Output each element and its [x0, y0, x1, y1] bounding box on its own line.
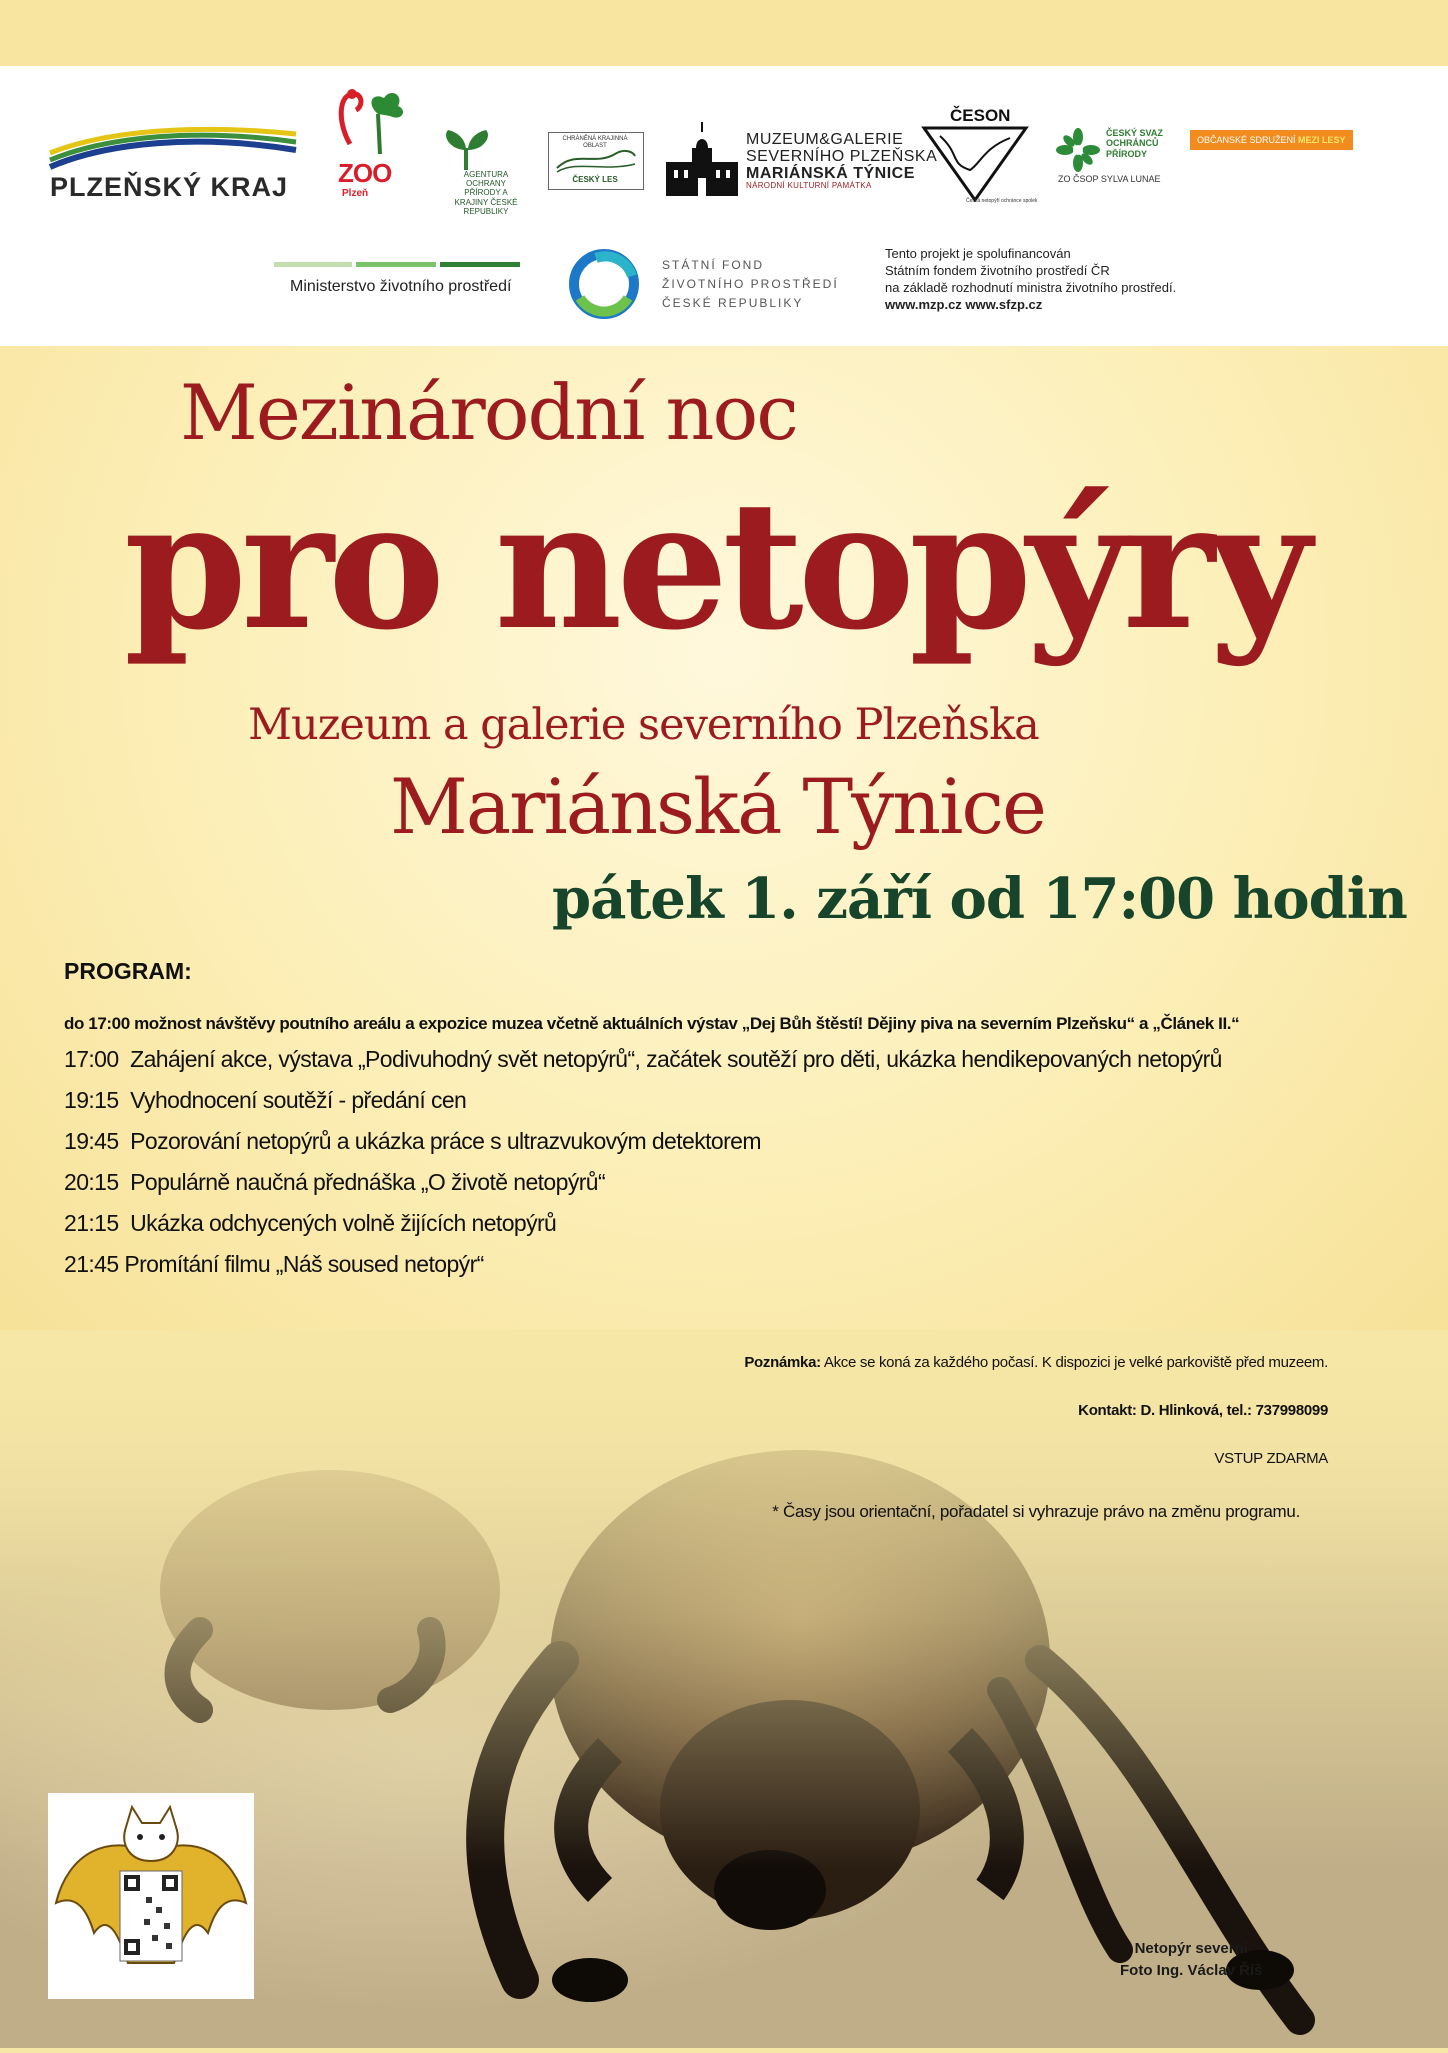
sfzp-line1: STÁTNÍ FOND	[662, 258, 764, 272]
mezi-lesy-prefix: OBČANSKÉ SDRUŽENÍ	[1197, 135, 1296, 145]
note-text: Akce se koná za každého počasí. K dispozici je velké parkoviště před muzeem.	[823, 1354, 1328, 1371]
program-intro: do 17:00 možnost návštěvy poutního areálu a expozice muzea včetně aktuálních výstav „Dej Bůh štěstí! Dějiny piva na severním Plzeňsku“ a „Článek II.“	[64, 1014, 1240, 1033]
castle-icon	[662, 118, 742, 198]
leaf-sprout-icon	[428, 126, 538, 172]
museum-name: Muzeum a galerie severního Plzeňska	[248, 700, 1039, 750]
csop-flower-icon	[1056, 128, 1100, 172]
chko-cesky-les-text: ČESKÝ LES	[572, 175, 618, 184]
title-line2: pro netopýry	[124, 462, 1306, 669]
hills-icon	[555, 146, 637, 174]
zoo-city-text: Plzeň	[342, 188, 369, 199]
csop-sub-text: ZO ČSOP SYLVA LUNAE	[1058, 174, 1161, 184]
mezi-lesy-badge	[1190, 130, 1353, 150]
mzp-bar-2	[356, 262, 436, 267]
zoo-plzen-logo	[328, 84, 408, 204]
museum-text	[746, 132, 937, 191]
top-band	[0, 0, 1448, 66]
csop-line3: PŘÍRODY	[1106, 148, 1148, 159]
sfzp-line3: ČESKÉ REPUBLIKY	[662, 296, 804, 311]
program-item	[64, 1128, 1222, 1169]
funding-note	[885, 246, 1176, 314]
zoo-text: ZOO	[338, 158, 392, 188]
aopk-logo	[428, 126, 538, 216]
event-date: pátek 1. září od 17:00 hodin	[552, 866, 1407, 932]
program-text: Pozorování netopýrů a ukázka práce s ultrazvukovým detektorem	[130, 1128, 761, 1154]
csop-line2: OCHRÁNCŮ	[1106, 138, 1159, 149]
program-time: 19:45	[64, 1128, 119, 1154]
sfzp-circle-icon	[566, 246, 642, 322]
csop-text	[1106, 128, 1163, 159]
museum-line3: MARIÁNSKÁ TÝNICE	[746, 164, 915, 182]
mzp-text: Ministerstvo životního prostředí	[290, 278, 512, 295]
ceson-logo	[920, 106, 1038, 206]
ceson-text: ČESON	[950, 106, 1011, 125]
photo-author: Foto Ing. Václav Říš	[1120, 1961, 1263, 1979]
mzp-bar-3	[440, 262, 520, 267]
contact-line: Kontakt: D. Hlinková, tel.: 737998099	[1078, 1402, 1328, 1419]
museum-line2: SEVERNÍHO PLZEŇSKA	[746, 147, 938, 165]
program-text: Vyhodnocení soutěží - předání cen	[130, 1087, 467, 1113]
place-name: Mariánská Týnice	[390, 762, 1045, 851]
program-item	[64, 1046, 1222, 1087]
bat-qr-logo	[48, 1793, 254, 1999]
disclaimer: * Časy jsou orientační, pořadatel si vyhrazuje právo na změnu programu.	[772, 1502, 1300, 1521]
program-time: 17:00	[64, 1046, 119, 1072]
sponsor-logo-band	[0, 66, 1448, 346]
flamingo-palm-icon	[328, 84, 408, 164]
program-item	[64, 1169, 1222, 1210]
plzensky-kraj-logo	[48, 122, 298, 212]
funding-line3: na základě rozhodnutí ministra životního prostředí.	[885, 279, 1177, 295]
mezi-lesy-name: MEZI LESY	[1298, 135, 1346, 145]
aopk-text: AGENTURA OCHRANY PŘÍRODY A KRAJINY ČESKÉ REPUBLIKY	[454, 170, 518, 216]
museum-logo	[662, 118, 938, 208]
program-item	[64, 1210, 1222, 1251]
photo-credit	[1120, 1938, 1263, 1982]
ceson-sub-text: Česká netopýří ochránce spolek	[966, 198, 1038, 204]
csop-line1: ČESKÝ SVAZ	[1106, 128, 1163, 138]
ceson-bat-triangle-icon	[920, 124, 1030, 202]
program-item	[64, 1087, 1222, 1128]
museum-line4: NÁRODNÍ KULTURNÍ PAMÁTKA	[746, 181, 872, 191]
sfzp-line2: ŽIVOTNÍHO PROSTŘEDÍ	[662, 277, 839, 292]
mzp-logo	[272, 262, 522, 312]
photo-species: Netopýr severní	[1134, 1940, 1248, 1957]
program-heading: PROGRAM:	[64, 958, 192, 984]
program-time: 19:15	[64, 1087, 119, 1113]
program-time: 21:15	[64, 1210, 119, 1236]
chko-cesky-les-logo	[548, 132, 644, 190]
program-text: Zahájení akce, výstava „Podivuhodný svět netopýrů“, začátek soutěží pro děti, ukázka hendikepovaných netopýrů	[130, 1046, 1222, 1072]
funding-links: www.mzp.cz www.sfzp.cz	[885, 296, 1043, 312]
plzensky-kraj-swoosh-icon	[48, 122, 298, 172]
entry-free: VSTUP ZDARMA	[1214, 1450, 1328, 1467]
sfzp-logo	[566, 246, 846, 326]
program-text: Ukázka odchycených volně žijících netopýrů	[130, 1210, 557, 1236]
note-label: Poznámka:	[744, 1354, 821, 1371]
bat-qr-icon	[48, 1793, 254, 1999]
program-text: Populárně naučná přednáška „O životě netopýrů“	[130, 1169, 606, 1195]
csop-logo	[1056, 128, 1166, 208]
funding-line1: Tento projekt je spolufinancován	[885, 246, 1071, 261]
program-list	[64, 1046, 1222, 1292]
title-line1: Mezinárodní noc	[180, 368, 797, 457]
mzp-bar-1	[274, 262, 352, 267]
program-text: Promítání filmu „Náš soused netopýr“	[124, 1251, 484, 1277]
chko-top-text: CHRÁNĚNÁ KRAJINNÁ OBLAST	[562, 136, 628, 149]
plzensky-kraj-text: PLZEŇSKÝ KRAJ	[50, 172, 289, 202]
note-line	[744, 1354, 1328, 1371]
funding-line2: Státním fondem životního prostředí ČR	[885, 262, 1110, 278]
program-item	[64, 1251, 1222, 1292]
program-time: 20:15	[64, 1169, 119, 1195]
museum-line1: MUZEUM&GALERIE	[746, 131, 904, 148]
program-time: 21:45	[64, 1251, 119, 1277]
sfzp-text	[662, 256, 839, 314]
